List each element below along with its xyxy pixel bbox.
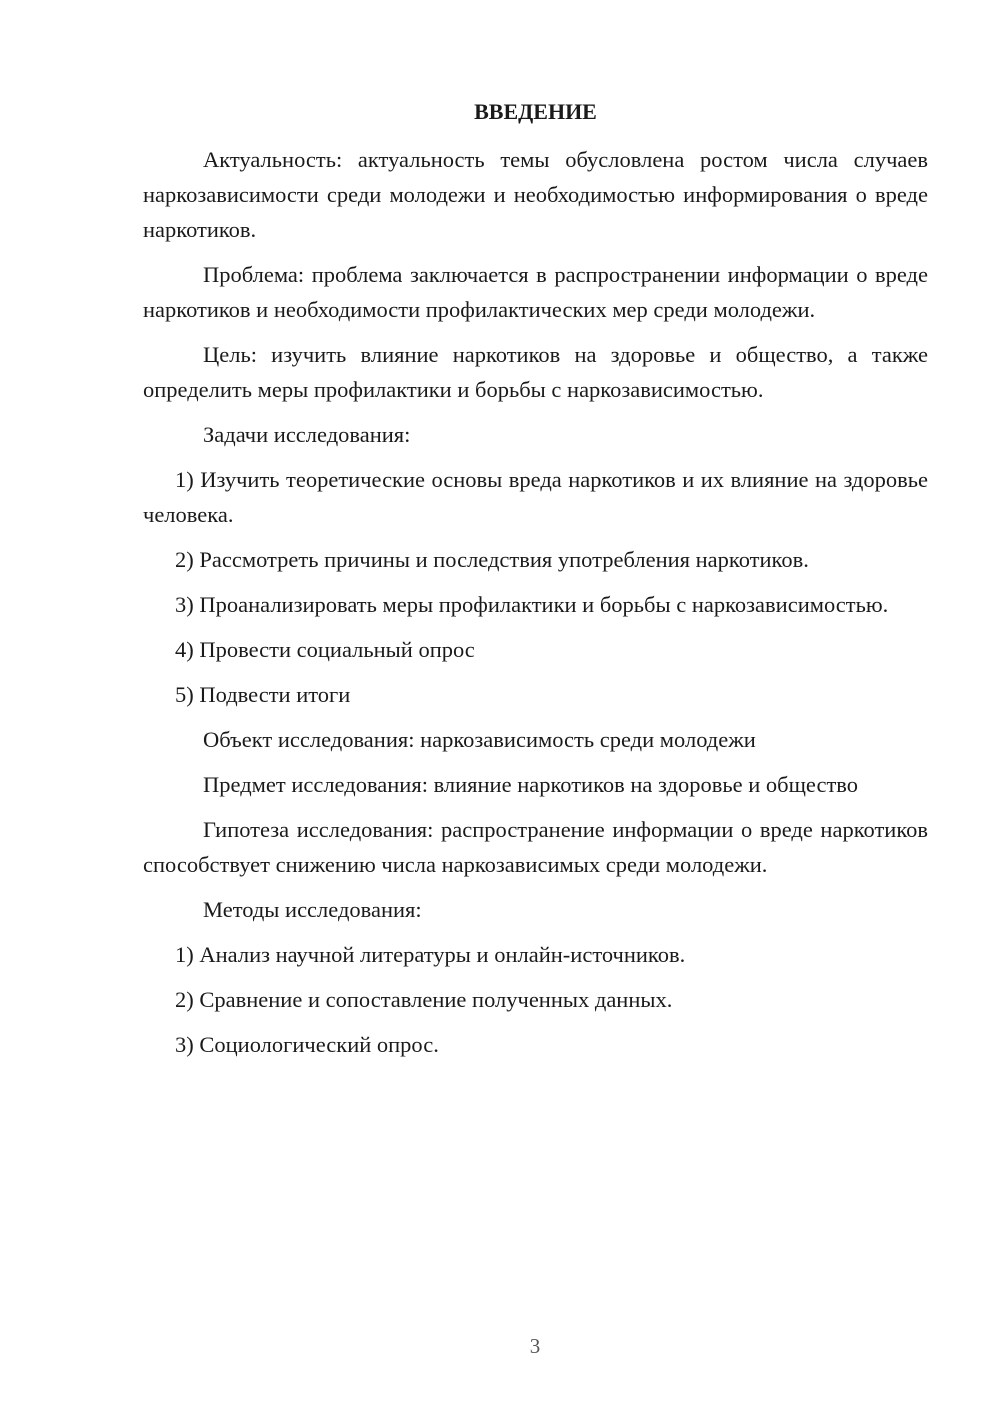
object-paragraph: Объект исследования: наркозависимость среди молодежи [203,727,756,752]
goal-paragraph: Цель: изучить влияние наркотиков на здоровье и общество, а также определить меры профилактики и борьбы с наркозависимостью. [143,342,928,402]
page-body [143,94,928,1072]
task-item-3: 3) Проанализировать меры профилактики и борьбы с наркозависимостью. [175,592,889,617]
method-item-3: 3) Социологический опрос. [175,1032,439,1057]
hypothesis-paragraph: Гипотеза исследования: распространение информации о вреде наркотиков способствует снижению числа наркозависимых среди молодежи. [143,817,928,877]
task-item-4: 4) Провести социальный опрос [175,637,475,662]
task-item-1: 1) Изучить теоретические основы вреда наркотиков и их влияние на здоровье человека. [143,467,928,527]
method-item-1: 1) Анализ научной литературы и онлайн-источников. [175,942,686,967]
section-title: ВВЕДЕНИЕ [474,99,597,124]
task-item-5: 5) Подвести итоги [175,682,351,707]
method-item-2: 2) Сравнение и сопоставление полученных данных. [175,987,673,1012]
tasks-heading: Задачи исследования: [203,422,411,447]
page-number: 3 [529,1334,541,1358]
methods-heading: Методы исследования: [203,897,422,922]
task-item-2: 2) Рассмотреть причины и последствия употребления наркотиков. [175,547,809,572]
problem-paragraph: Проблема: проблема заключается в распространении информации о вреде наркотиков и необходимости профилактических мер среди молодежи. [143,262,928,322]
relevance-paragraph: Актуальность: актуальность темы обусловлена ростом числа случаев наркозависимости среди молодежи и необходимостью информирования о вреде наркотиков. [143,147,928,242]
subject-paragraph: Предмет исследования: влияние наркотиков на здоровье и общество [203,772,858,797]
